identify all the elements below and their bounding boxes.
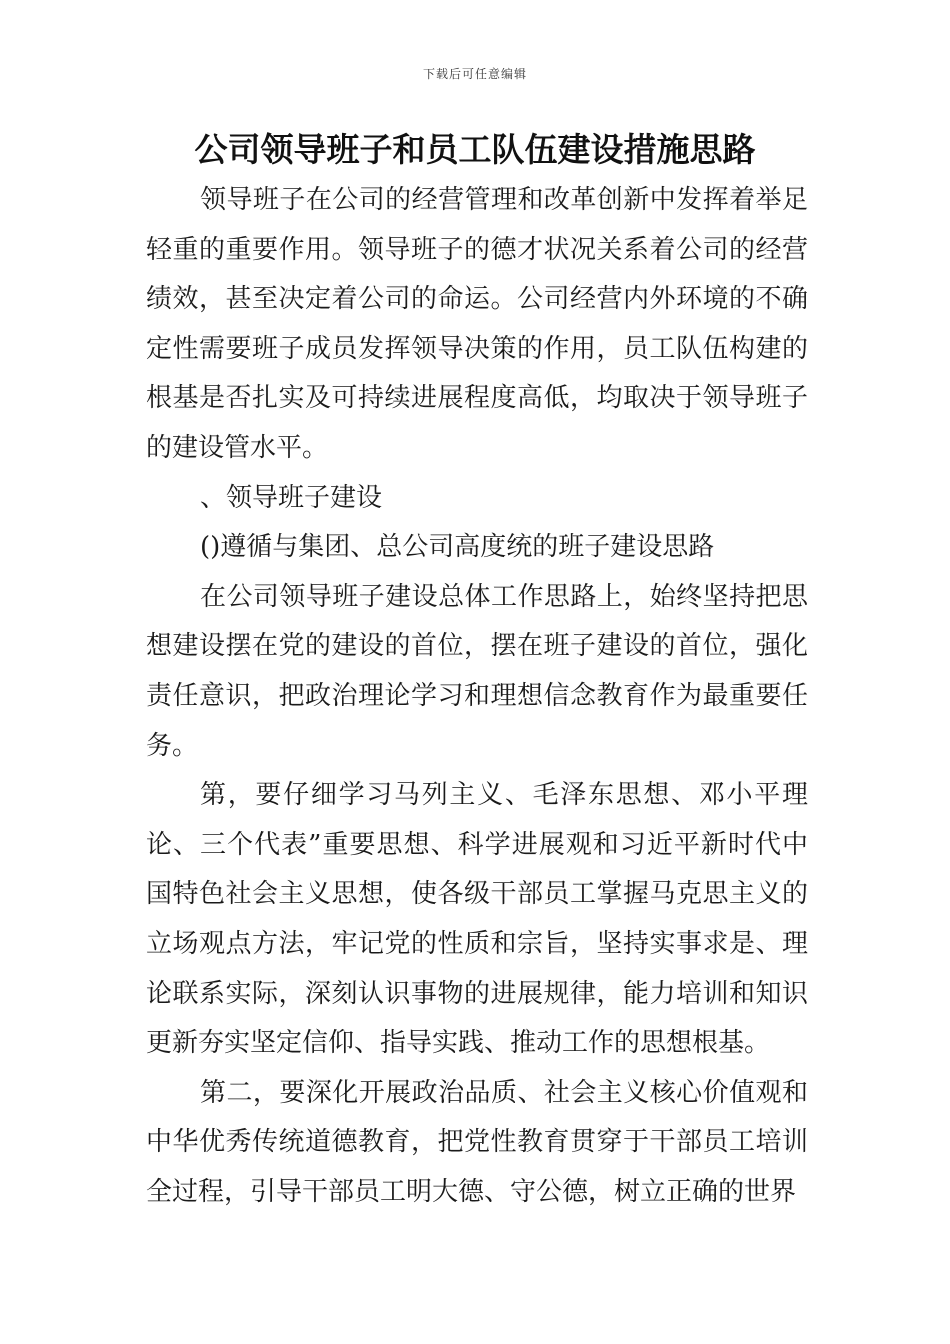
paragraph-thinking: 在公司领导班子建设总体工作思路上，始终坚持把思想建设摆在党的建设的首位，摆在班子建设的首位，强化责任意识，把政治理论学习和理想信念教育作为最重要任务。 — [146, 581, 808, 761]
document-body — [146, 176, 808, 1217]
paragraph-first: 第，要仔细学习马列主义、毛泽东思想、邓小平理论、三个代表”重要思想、科学进展观和习近平新时代中国特色社会主义思想，使各级干部员工掌握马克思主义的立场观点方法，牢记党的性质和宗旨，坚持实事求是、理论联系实际，深刻认识事物的进展规律，能力培训和知识更新夯实坚定信仰、指导实践、推动工作的思想根基。 — [146, 780, 808, 1059]
paragraph-second: 第二，要深化开展政治品质、社会主义核心价值观和中华优秀传统道德教育，把党性教育贯穿于干部员工培训全过程，引导干部员工明大德、守公德，树立正确的世界 — [146, 1077, 808, 1207]
header-note: 下载后可任意编辑 — [422, 67, 527, 81]
subsection-heading: ()遵循与集团、总公司高度统的班子建设思路 — [200, 532, 715, 563]
section-heading-leadership: 、领导班子建设 — [200, 482, 383, 513]
document-title: 公司领导班子和员工队伍建设措施思路 — [194, 130, 756, 169]
paragraph-intro: 领导班子在公司的经营管理和改革创新中发挥着举足轻重的重要作用。领导班子的德才状况关系着公司的经营绩效，甚至决定着公司的命运。公司经营内外环境的不确定性需要班子成员发挥领导决策的作用，员工队伍构建的根基是否扎实及可持续进展程度高低，均取决于领导班子的建设管水平。 — [146, 185, 808, 463]
